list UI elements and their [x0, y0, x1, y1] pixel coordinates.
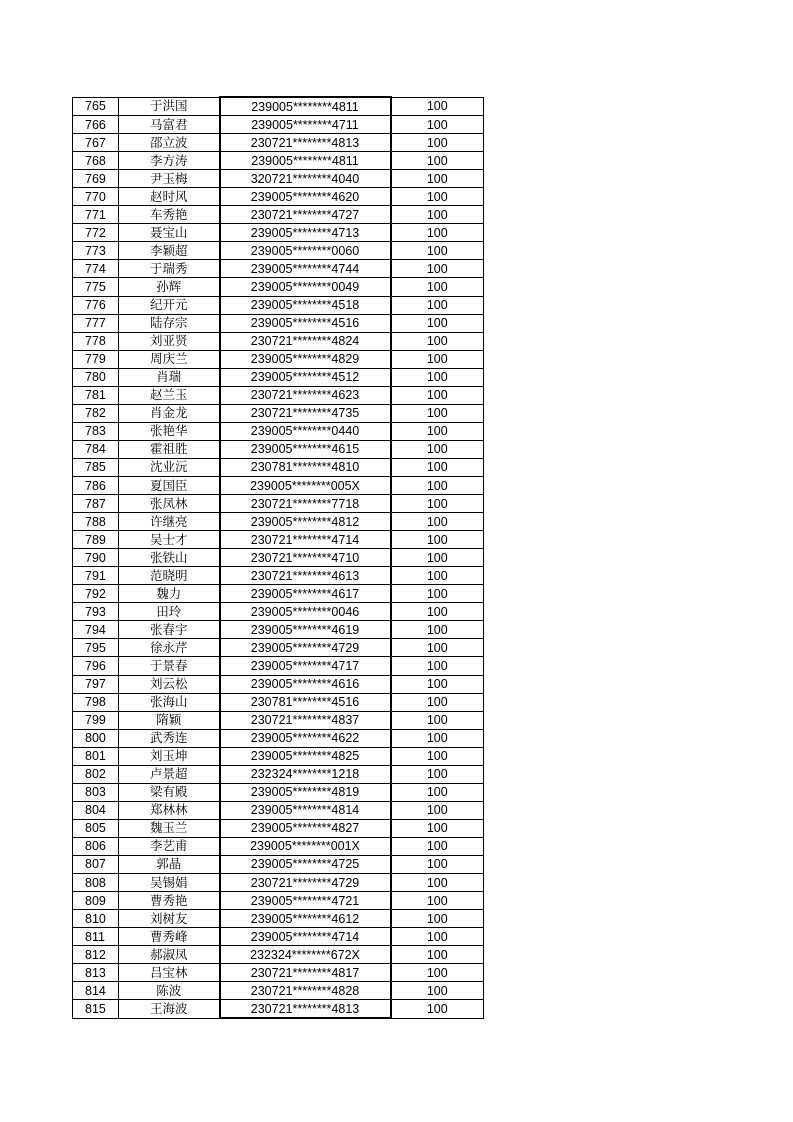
- row-number: 807: [73, 855, 119, 873]
- row-number: 789: [73, 531, 119, 549]
- id-number: 239005********4744: [220, 260, 391, 278]
- table-row: [73, 513, 484, 531]
- id-number: 230721********4727: [220, 206, 391, 224]
- row-number: 774: [73, 260, 119, 278]
- row-number: 804: [73, 801, 119, 819]
- id-number: 230781********4810: [220, 458, 391, 476]
- person-name: 吴士才: [119, 531, 220, 549]
- score-value: 100: [391, 458, 484, 476]
- row-number: 814: [73, 982, 119, 1000]
- score-value: 100: [391, 729, 484, 747]
- score-value: 100: [391, 260, 484, 278]
- id-number: 239005********4620: [220, 188, 391, 206]
- row-number: 786: [73, 476, 119, 494]
- score-value: 100: [391, 1000, 484, 1019]
- row-number: 810: [73, 910, 119, 928]
- table-row: [73, 224, 484, 242]
- table-row: [73, 152, 484, 170]
- id-number: 230721********4729: [220, 874, 391, 892]
- score-value: 100: [391, 747, 484, 765]
- id-number: 239005********4729: [220, 639, 391, 657]
- person-name: 田玲: [119, 603, 220, 621]
- table-row: [73, 188, 484, 206]
- id-number: 239005********4721: [220, 892, 391, 910]
- person-name: 隋颖: [119, 711, 220, 729]
- person-name: 武秀连: [119, 729, 220, 747]
- person-name: 陆存宗: [119, 314, 220, 332]
- row-number: 785: [73, 458, 119, 476]
- row-number: 777: [73, 314, 119, 332]
- person-name: 吴锡娟: [119, 874, 220, 892]
- row-number: 775: [73, 278, 119, 296]
- person-name: 郭晶: [119, 855, 220, 873]
- score-value: 100: [391, 801, 484, 819]
- id-number: 239005********001X: [220, 837, 391, 855]
- table-row: [73, 332, 484, 350]
- score-value: 100: [391, 314, 484, 332]
- person-name: 孙辉: [119, 278, 220, 296]
- score-value: 100: [391, 188, 484, 206]
- id-number: 239005********4713: [220, 224, 391, 242]
- id-number: 239005********0440: [220, 422, 391, 440]
- person-name: 徐永芹: [119, 639, 220, 657]
- score-value: 100: [391, 549, 484, 567]
- score-value: 100: [391, 621, 484, 639]
- score-value: 100: [391, 693, 484, 711]
- table-row: [73, 928, 484, 946]
- row-number: 811: [73, 928, 119, 946]
- id-number: 239005********4827: [220, 819, 391, 837]
- table-row: [73, 892, 484, 910]
- id-number: 239005********4518: [220, 296, 391, 314]
- id-number: 230721********4623: [220, 386, 391, 404]
- id-number: 230721********4837: [220, 711, 391, 729]
- id-number: 232324********1218: [220, 765, 391, 783]
- score-value: 100: [391, 837, 484, 855]
- score-value: 100: [391, 928, 484, 946]
- id-number: 230721********4613: [220, 567, 391, 585]
- person-name: 肖瑞: [119, 368, 220, 386]
- row-number: 787: [73, 495, 119, 513]
- score-value: 100: [391, 152, 484, 170]
- roster-table: [72, 96, 484, 1019]
- score-value: 100: [391, 170, 484, 188]
- person-name: 于景春: [119, 657, 220, 675]
- id-number: 239005********4711: [220, 116, 391, 134]
- row-number: 793: [73, 603, 119, 621]
- roster-body: [73, 97, 484, 1018]
- score-value: 100: [391, 350, 484, 368]
- id-number: 239005********4829: [220, 350, 391, 368]
- id-number: 239005********4617: [220, 585, 391, 603]
- person-name: 李艺甫: [119, 837, 220, 855]
- row-number: 795: [73, 639, 119, 657]
- row-number: 794: [73, 621, 119, 639]
- person-name: 车秀艳: [119, 206, 220, 224]
- table-row: [73, 296, 484, 314]
- row-number: 765: [73, 97, 119, 116]
- person-name: 纪开元: [119, 296, 220, 314]
- table-row: [73, 422, 484, 440]
- score-value: 100: [391, 964, 484, 982]
- table-row: [73, 946, 484, 964]
- table-row: [73, 765, 484, 783]
- row-number: 812: [73, 946, 119, 964]
- score-value: 100: [391, 603, 484, 621]
- table-row: [73, 242, 484, 260]
- score-value: 100: [391, 224, 484, 242]
- id-number: 230721********4813: [220, 1000, 391, 1019]
- person-name: 沈业沅: [119, 458, 220, 476]
- row-number: 782: [73, 404, 119, 422]
- table-row: [73, 260, 484, 278]
- person-name: 霍祖胜: [119, 440, 220, 458]
- row-number: 813: [73, 964, 119, 982]
- row-number: 790: [73, 549, 119, 567]
- id-number: 239005********4619: [220, 621, 391, 639]
- table-row: [73, 97, 484, 116]
- table-row: [73, 495, 484, 513]
- person-name: 魏玉兰: [119, 819, 220, 837]
- id-number: 239005********4615: [220, 440, 391, 458]
- id-number: 230721********4813: [220, 134, 391, 152]
- table-row: [73, 440, 484, 458]
- id-number: 230721********4735: [220, 404, 391, 422]
- person-name: 王海波: [119, 1000, 220, 1019]
- table-row: [73, 404, 484, 422]
- person-name: 张艳华: [119, 422, 220, 440]
- id-number: 239005********005X: [220, 476, 391, 494]
- score-value: 100: [391, 675, 484, 693]
- table-row: [73, 116, 484, 134]
- row-number: 768: [73, 152, 119, 170]
- score-value: 100: [391, 657, 484, 675]
- table-row: [73, 170, 484, 188]
- score-value: 100: [391, 368, 484, 386]
- id-number: 239005********0046: [220, 603, 391, 621]
- id-number: 239005********4717: [220, 657, 391, 675]
- row-number: 805: [73, 819, 119, 837]
- person-name: 李方涛: [119, 152, 220, 170]
- row-number: 797: [73, 675, 119, 693]
- table-row: [73, 783, 484, 801]
- row-number: 801: [73, 747, 119, 765]
- row-number: 796: [73, 657, 119, 675]
- person-name: 张凤林: [119, 495, 220, 513]
- person-name: 张春宇: [119, 621, 220, 639]
- table-row: [73, 206, 484, 224]
- table-row: [73, 837, 484, 855]
- score-value: 100: [391, 892, 484, 910]
- person-name: 刘玉坤: [119, 747, 220, 765]
- table-row: [73, 476, 484, 494]
- row-number: 806: [73, 837, 119, 855]
- person-name: 马富君: [119, 116, 220, 134]
- id-number: 239005********4819: [220, 783, 391, 801]
- person-name: 范晓明: [119, 567, 220, 585]
- person-name: 梁有殿: [119, 783, 220, 801]
- table-row: [73, 711, 484, 729]
- person-name: 李颖超: [119, 242, 220, 260]
- score-value: 100: [391, 495, 484, 513]
- score-value: 100: [391, 440, 484, 458]
- table-row: [73, 729, 484, 747]
- person-name: 吕宝林: [119, 964, 220, 982]
- table-row: [73, 819, 484, 837]
- table-row: [73, 567, 484, 585]
- person-name: 张海山: [119, 693, 220, 711]
- score-value: 100: [391, 567, 484, 585]
- score-value: 100: [391, 910, 484, 928]
- row-number: 788: [73, 513, 119, 531]
- table-row: [73, 314, 484, 332]
- id-number: 239005********0049: [220, 278, 391, 296]
- row-number: 803: [73, 783, 119, 801]
- table-row: [73, 386, 484, 404]
- id-number: 230721********4710: [220, 549, 391, 567]
- table-row: [73, 801, 484, 819]
- score-value: 100: [391, 819, 484, 837]
- row-number: 784: [73, 440, 119, 458]
- id-number: 230721********4828: [220, 982, 391, 1000]
- person-name: 卢景超: [119, 765, 220, 783]
- table-row: [73, 278, 484, 296]
- table-row: [73, 458, 484, 476]
- score-value: 100: [391, 116, 484, 134]
- id-number: 239005********4814: [220, 801, 391, 819]
- score-value: 100: [391, 585, 484, 603]
- person-name: 赵兰玉: [119, 386, 220, 404]
- score-value: 100: [391, 422, 484, 440]
- person-name: 刘亚贤: [119, 332, 220, 350]
- id-number: 239005********4825: [220, 747, 391, 765]
- id-number: 230721********7718: [220, 495, 391, 513]
- score-value: 100: [391, 783, 484, 801]
- person-name: 聂宝山: [119, 224, 220, 242]
- id-number: 230781********4516: [220, 693, 391, 711]
- person-name: 张铁山: [119, 549, 220, 567]
- row-number: 815: [73, 1000, 119, 1019]
- table-row: [73, 134, 484, 152]
- table-row: [73, 675, 484, 693]
- score-value: 100: [391, 765, 484, 783]
- score-value: 100: [391, 513, 484, 531]
- score-value: 100: [391, 946, 484, 964]
- score-value: 100: [391, 639, 484, 657]
- table-row: [73, 585, 484, 603]
- person-name: 魏力: [119, 585, 220, 603]
- person-name: 刘云松: [119, 675, 220, 693]
- row-number: 776: [73, 296, 119, 314]
- id-number: 230721********4824: [220, 332, 391, 350]
- row-number: 809: [73, 892, 119, 910]
- score-value: 100: [391, 242, 484, 260]
- score-value: 100: [391, 404, 484, 422]
- score-value: 100: [391, 278, 484, 296]
- person-name: 邵立波: [119, 134, 220, 152]
- id-number: 320721********4040: [220, 170, 391, 188]
- row-number: 778: [73, 332, 119, 350]
- table-row: [73, 368, 484, 386]
- id-number: 239005********0060: [220, 242, 391, 260]
- row-number: 783: [73, 422, 119, 440]
- row-number: 800: [73, 729, 119, 747]
- table-row: [73, 531, 484, 549]
- score-value: 100: [391, 531, 484, 549]
- id-number: 239005********4516: [220, 314, 391, 332]
- row-number: 808: [73, 874, 119, 892]
- table-row: [73, 982, 484, 1000]
- table-row: [73, 1000, 484, 1019]
- row-number: 772: [73, 224, 119, 242]
- score-value: 100: [391, 982, 484, 1000]
- row-number: 771: [73, 206, 119, 224]
- person-name: 周庆兰: [119, 350, 220, 368]
- score-value: 100: [391, 386, 484, 404]
- table-row: [73, 855, 484, 873]
- person-name: 曹秀艳: [119, 892, 220, 910]
- row-number: 791: [73, 567, 119, 585]
- row-number: 781: [73, 386, 119, 404]
- score-value: 100: [391, 206, 484, 224]
- id-number: 239005********4616: [220, 675, 391, 693]
- person-name: 尹玉梅: [119, 170, 220, 188]
- table-row: [73, 964, 484, 982]
- row-number: 802: [73, 765, 119, 783]
- table-row: [73, 910, 484, 928]
- id-number: 239005********4811: [220, 152, 391, 170]
- row-number: 767: [73, 134, 119, 152]
- id-number: 239005********4812: [220, 513, 391, 531]
- id-number: 232324********672X: [220, 946, 391, 964]
- person-name: 陈波: [119, 982, 220, 1000]
- score-value: 100: [391, 332, 484, 350]
- score-value: 100: [391, 134, 484, 152]
- row-number: 780: [73, 368, 119, 386]
- score-value: 100: [391, 855, 484, 873]
- row-number: 798: [73, 693, 119, 711]
- table-row: [73, 693, 484, 711]
- id-number: 239005********4512: [220, 368, 391, 386]
- table-row: [73, 639, 484, 657]
- score-value: 100: [391, 711, 484, 729]
- id-number: 230721********4714: [220, 531, 391, 549]
- person-name: 郝淑凤: [119, 946, 220, 964]
- row-number: 779: [73, 350, 119, 368]
- row-number: 792: [73, 585, 119, 603]
- person-name: 于洪国: [119, 97, 220, 116]
- table-row: [73, 621, 484, 639]
- score-value: 100: [391, 874, 484, 892]
- id-number: 239005********4811: [220, 97, 391, 116]
- table-row: [73, 549, 484, 567]
- roster-sheet: [72, 96, 483, 1019]
- score-value: 100: [391, 476, 484, 494]
- row-number: 770: [73, 188, 119, 206]
- person-name: 许继亮: [119, 513, 220, 531]
- table-row: [73, 657, 484, 675]
- person-name: 郑林林: [119, 801, 220, 819]
- id-number: 230721********4817: [220, 964, 391, 982]
- row-number: 766: [73, 116, 119, 134]
- person-name: 曹秀峰: [119, 928, 220, 946]
- row-number: 773: [73, 242, 119, 260]
- table-row: [73, 603, 484, 621]
- table-row: [73, 874, 484, 892]
- row-number: 799: [73, 711, 119, 729]
- person-name: 赵时风: [119, 188, 220, 206]
- row-number: 769: [73, 170, 119, 188]
- score-value: 100: [391, 97, 484, 116]
- table-row: [73, 747, 484, 765]
- table-row: [73, 350, 484, 368]
- id-number: 239005********4714: [220, 928, 391, 946]
- person-name: 夏国臣: [119, 476, 220, 494]
- person-name: 肖金龙: [119, 404, 220, 422]
- id-number: 239005********4725: [220, 855, 391, 873]
- person-name: 刘树友: [119, 910, 220, 928]
- id-number: 239005********4622: [220, 729, 391, 747]
- score-value: 100: [391, 296, 484, 314]
- person-name: 于瑞秀: [119, 260, 220, 278]
- id-number: 239005********4612: [220, 910, 391, 928]
